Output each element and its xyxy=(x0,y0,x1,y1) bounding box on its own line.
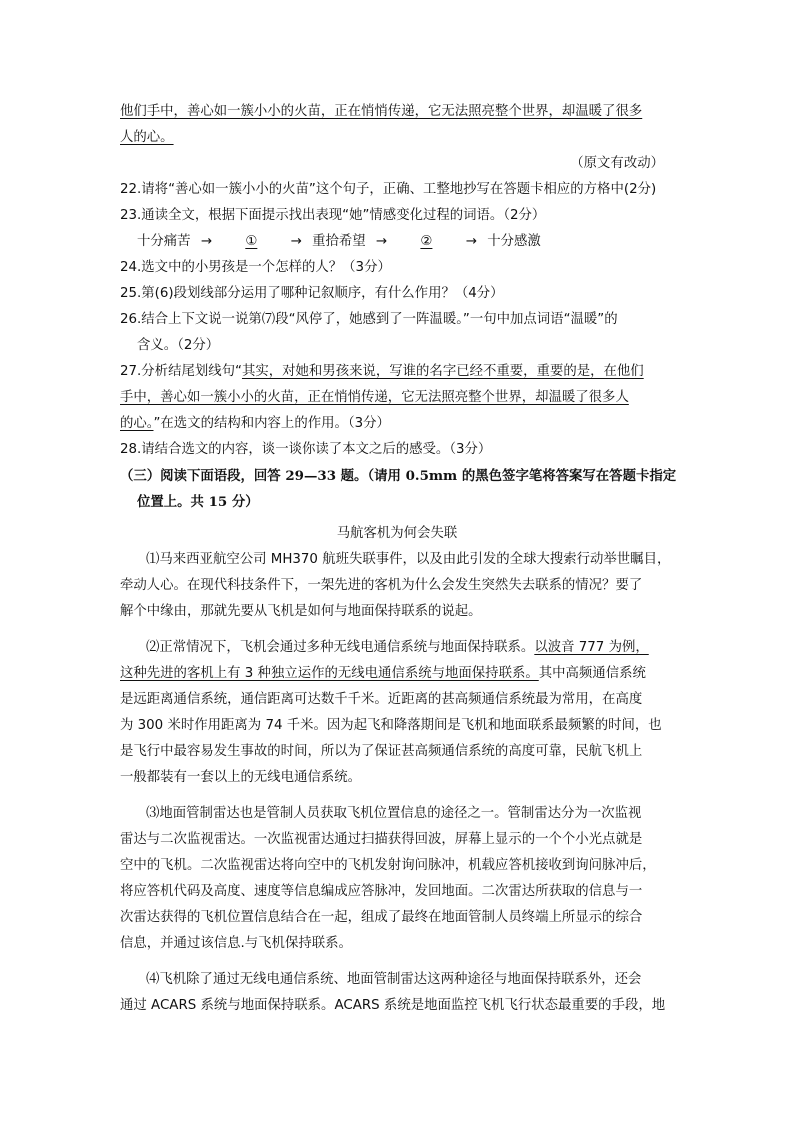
question-27-quote-3: 的心。 xyxy=(120,416,154,431)
paragraph-1-line-2: 牵动人心。在现代科技条件下，一架先进的客机为什么会发生突然失去联系的情况？要了 xyxy=(120,578,643,593)
paragraph-3-line-3: 空中的飞机。二次监视雷达将向空中的飞机发射询问脉冲，机载应答机接收到询问脉冲后， xyxy=(120,858,656,873)
paragraph-1-line-3: 解个中缘由，那就先要从飞机是如何与地面保持联系的说起。 xyxy=(120,604,482,619)
paragraph-2-line-2 xyxy=(120,664,680,684)
arrow-icon: → xyxy=(290,234,302,249)
section-3-heading-line-1: （三）阅读下面语段，回答 29—33 题。（请用 0.5mm 的黑色签字笔将答案写在答题卡指定 xyxy=(120,468,677,484)
arrow-icon: → xyxy=(465,234,477,249)
question-26-line-2: 含义。（2分） xyxy=(137,338,220,353)
emotion-step-1: 十分痛苦 xyxy=(137,234,191,249)
paragraph-1-line-1: ⑴马来西亚航空公司 MH370 航班失联事件，以及由此引发的全球大搜索行动举世瞩目， xyxy=(146,552,671,567)
paragraph-2-line-5: 是飞行中最容易发生事故的时间，所以为了保证甚高频通信系统的高度可靠，民航飞机上 xyxy=(120,744,643,759)
question-27-suffix: ”在选文的结构和内容上的作用。（3分） xyxy=(153,416,390,431)
question-23: 23.通读全文，根据下面提示找出表现“她”情感变化过程的词语。（2分） xyxy=(120,208,546,223)
answer-blank-2: ② xyxy=(420,234,433,249)
arrow-icon: → xyxy=(200,234,213,249)
paragraph-4-line-2: 通过 ACARS 系统与地面保持联系。ACARS 系统是地面监控飞机飞行状态最重要的手段，地 xyxy=(120,998,666,1013)
emotion-step-2: 重拾希望 xyxy=(312,234,366,249)
paragraph-3-line-1: ⑶地面管制雷达也是管制人员获取飞机位置信息的途径之一。管制雷达分为一次监视 xyxy=(146,806,642,821)
paragraph-2-underline-1: 以波音 777 为例， xyxy=(534,640,649,655)
question-27-quote-2: 手中，善心如一簇小小的火苗，正在悄悄传递，它无法照亮整个世界，却温暖了很多人 xyxy=(120,390,629,405)
answer-blank-1: ① xyxy=(245,234,258,249)
question-26-line-1: 26.结合上下文说一说第⑺段“风停了，她感到了一阵温暖。”一句中加点词语“温暖”的 xyxy=(120,312,618,327)
emotion-sequence xyxy=(137,232,697,252)
emotion-step-3: 十分感激 xyxy=(487,234,541,249)
paragraph-2-text: ⑵正常情况下，飞机会通过多种无线电通信系统与地面保持联系。 xyxy=(146,640,535,655)
paragraph-2-line-1 xyxy=(146,638,706,658)
section-3-heading-line-2: 位置上。共 15 分） xyxy=(137,494,259,510)
story-last-line-2: 人的心。 xyxy=(120,130,174,145)
story-last-line-1: 他们手中，善心如一簇小小的火苗，正在悄悄传递，它无法照亮整个世界，却温暖了很多 xyxy=(120,104,643,119)
paragraph-2-text: 其中高频通信系统 xyxy=(538,666,646,681)
paragraph-3-line-2: 雷达与二次监视雷达。一次监视雷达通过扫描获得回波，屏幕上显示的一个个小光点就是 xyxy=(120,832,643,847)
paragraph-2-underline-2: 这种先进的客机上有 3 种独立运作的无线电通信系统与地面保持联系。 xyxy=(120,666,539,681)
question-27-quote-1: 其实，对她和男孩来说，写谁的名字已经不重要，重要的是，在他们 xyxy=(241,364,644,379)
question-24: 24.选文中的小男孩是一个怎样的人？（3分） xyxy=(120,260,391,275)
question-28: 28.请结合选文的内容，谈一谈你读了本文之后的感受。（3分） xyxy=(120,442,492,457)
question-27-line-2 xyxy=(120,388,680,408)
arrow-icon: → xyxy=(375,234,388,249)
question-27-line-3 xyxy=(120,414,680,434)
question-27-prefix: 27.分析结尾划线句“ xyxy=(120,364,242,379)
paragraph-2-line-3: 是远距离通信系统，通信距离可达数千千米。近距离的甚高频通信系统最为常用，在高度 xyxy=(120,692,643,707)
question-25: 25.第(6)段划线部分运用了哪种记叙顺序，有什么作用？（4分） xyxy=(120,286,504,301)
paragraph-2-line-6: 一般都装有一套以上的无线电通信系统。 xyxy=(120,770,362,785)
paragraph-3-line-4: 将应答机代码及高度、速度等信息编成应答脉冲，发回地面。二次雷达所获取的信息与一 xyxy=(120,884,643,899)
question-27-line-1 xyxy=(120,362,680,382)
paragraph-3-line-6: 信息，并通过该信息.与飞机保持联系。 xyxy=(120,936,352,951)
paragraph-2-line-4: 为 300 米时作用距离为 74 千米。因为起飞和降落期间是飞机和地面联系最频繁的时间，也 xyxy=(120,718,662,733)
paragraph-4-line-1: ⑷飞机除了通过无线电通信系统、地面管制雷达这两种途径与地面保持联系外，还会 xyxy=(146,972,642,987)
source-note: （原文有改动） xyxy=(570,156,664,171)
question-22: 22.请将“善心如一簇小小的火苗”这个句子，正确、工整地抄写在答题卡相应的方格中(2分) xyxy=(120,182,657,197)
paragraph-3-line-5: 次雷达获得的飞机位置信息结合在一起，组成了最终在地面管制人员终端上所显示的综合 xyxy=(120,910,643,925)
article-title: 马航客机为何会失联 xyxy=(336,526,458,541)
